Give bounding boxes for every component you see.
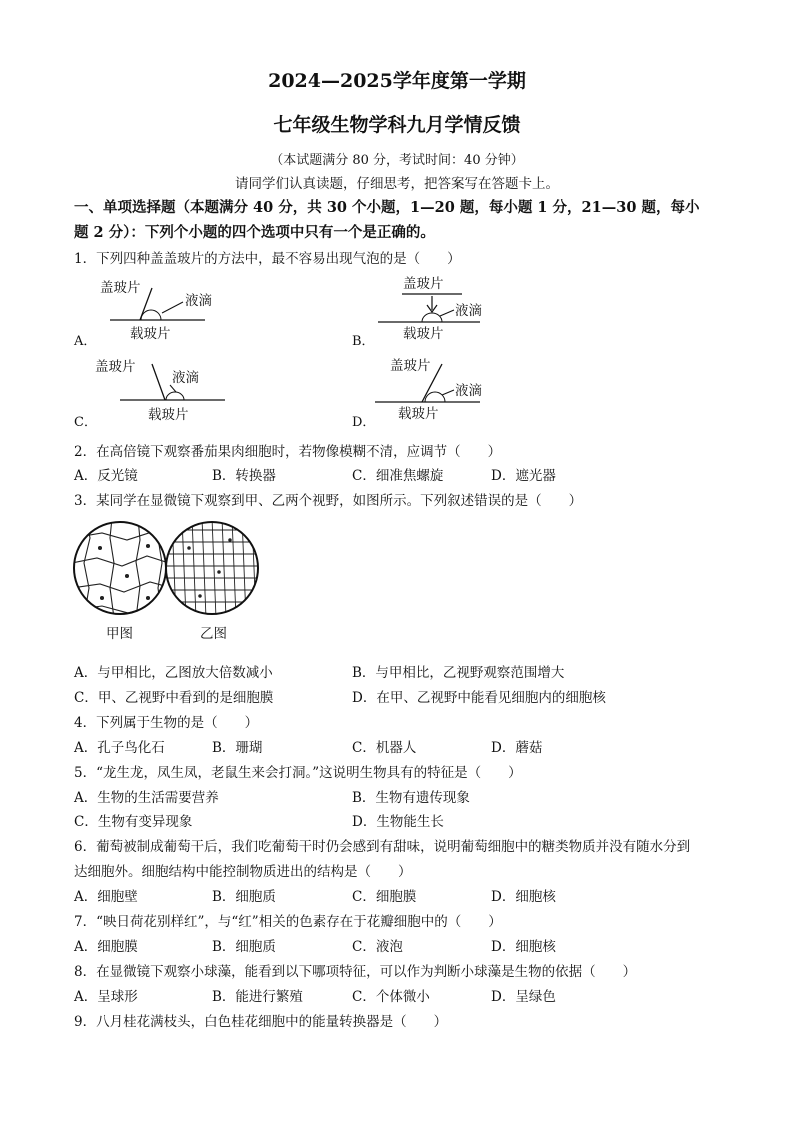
- q1-option-a-label: A．: [74, 334, 97, 349]
- q1-option-c-diagram: [95, 355, 265, 425]
- slide-label: 载玻片: [398, 406, 439, 422]
- section-heading-line1: 一、单项选择题（本题满分 40 分，共 30 个小题，1—20 题，每小题 1 分，21—30 题，每小: [74, 199, 700, 216]
- slide-label: 载玻片: [130, 326, 171, 342]
- q6-option-c: C．细胞膜: [352, 889, 417, 905]
- drop-label: 液滴: [172, 370, 199, 386]
- question-3-stem: 3．某同学在显微镜下观察到甲、乙两个视野，如图所示。下列叙述错误的是（ ）: [74, 493, 583, 509]
- q8-option-d: D．呈绿色: [491, 989, 556, 1005]
- view-yi-label: 乙图: [200, 626, 227, 642]
- question-7-stem: 7．“映日荷花别样红”，与“红”相关的色素存在于花瓣细胞中的（ ）: [74, 914, 502, 930]
- q1-option-b-label: B．: [352, 334, 375, 349]
- view-jia-cells: [72, 518, 172, 618]
- q2-option-b: B．转换器: [212, 468, 276, 484]
- q7-option-c: C．液泡: [352, 939, 403, 955]
- q1-option-d-diagram: [370, 352, 540, 427]
- q3-option-c: C．甲、乙视野中看到的是细胞膜: [74, 690, 274, 706]
- drop-label: 液滴: [185, 293, 212, 309]
- question-9-stem: 9．八月桂花满枝头，白色桂花细胞中的能量转换器是（ ）: [74, 1014, 448, 1030]
- drop-label: 液滴: [455, 303, 482, 319]
- cover-glass-label: 盖玻片: [95, 359, 136, 375]
- q7-option-d: D．细胞核: [491, 939, 556, 955]
- q7-option-a: A．细胞膜: [74, 939, 138, 955]
- q8-option-c: C．个体微小: [352, 989, 430, 1005]
- q7-option-b: B．细胞质: [212, 939, 276, 955]
- view-jia-label: 甲图: [106, 626, 133, 642]
- question-1-stem: 1．下列四种盖盖玻片的方法中，最不容易出现气泡的是（ ）: [74, 251, 461, 267]
- q5-option-d: D．生物能生长: [352, 814, 444, 830]
- q5-option-a: A．生物的生活需要营养: [74, 790, 219, 806]
- q6-option-b: B．细胞质: [212, 889, 276, 905]
- q4-option-d: D．蘑菇: [491, 740, 543, 756]
- section-heading-line2: 题 2 分）：下列个小题的四个选项中只有一个是正确的。: [74, 224, 435, 241]
- question-5-stem: 5．“龙生龙，凤生凤，老鼠生来会打洞。”这说明生物具有的特征是（ ）: [74, 765, 522, 781]
- q4-option-a: A．孔子鸟化石: [74, 740, 165, 756]
- q6-option-d: D．细胞核: [491, 889, 556, 905]
- q5-option-c: C．生物有变异现象: [74, 814, 193, 830]
- exam-info: （本试题满分 80 分，考试时间：40 分钟）: [270, 153, 524, 168]
- view-yi-cells: [162, 518, 262, 618]
- q1-option-d-label: D．: [352, 415, 376, 430]
- q3-option-d: D．在甲、乙视野中能看见细胞内的细胞核: [352, 690, 606, 706]
- question-2-stem: 2．在高倍镜下观察番茄果肉细胞时，若物像模糊不清，应调节（ ）: [74, 444, 502, 460]
- question-4-stem: 4．下列属于生物的是（ ）: [74, 715, 259, 731]
- q3-option-b: B．与甲相比，乙视野观察范围增大: [352, 665, 565, 681]
- q1-option-b-diagram: [370, 272, 540, 347]
- q4-option-c: C．机器人: [352, 740, 417, 756]
- q8-option-a: A．呈球形: [74, 989, 138, 1005]
- slide-label: 载玻片: [148, 407, 189, 423]
- microscope-views-figure: [72, 518, 262, 648]
- exam-instruction: 请同学们认真读题，仔细思考，把答案写在答题卡上。: [235, 176, 559, 192]
- exam-title: 2024—2025学年度第一学期: [268, 70, 526, 92]
- q4-option-b: B．珊瑚: [212, 740, 263, 756]
- slide-label: 载玻片: [403, 326, 444, 342]
- q2-option-d: D．遮光器: [491, 468, 556, 484]
- exam-subtitle: 七年级生物学科九月学情反馈: [273, 114, 521, 136]
- cover-glass-label: 盖玻片: [390, 358, 431, 374]
- q1-option-c-label: C．: [74, 415, 97, 430]
- question-6-stem-line1: 6．葡萄被制成葡萄干后，我们吃葡萄干时仍会感到有甜味，说明葡萄细胞中的糖类物质并没有随水分到: [74, 839, 691, 855]
- q2-option-c: C．细准焦螺旋: [352, 468, 444, 484]
- q2-option-a: A．反光镜: [74, 468, 138, 484]
- cover-glass-label: 盖玻片: [403, 276, 444, 292]
- q5-option-b: B．生物有遗传现象: [352, 790, 470, 806]
- question-6-stem-line2: 达细胞外。细胞结构中能控制物质进出的结构是（ ）: [74, 864, 412, 880]
- q1-option-a-diagram: [95, 275, 265, 345]
- cover-glass-label: 盖玻片: [100, 280, 141, 296]
- q3-option-a: A．与甲相比，乙图放大倍数减小: [74, 665, 273, 681]
- question-8-stem: 8．在显微镜下观察小球藻，能看到以下哪项特征，可以作为判断小球藻是生物的依据（ ）: [74, 964, 637, 980]
- q6-option-a: A．细胞壁: [74, 889, 138, 905]
- drop-label: 液滴: [455, 383, 482, 399]
- q8-option-b: B．能进行繁殖: [212, 989, 303, 1005]
